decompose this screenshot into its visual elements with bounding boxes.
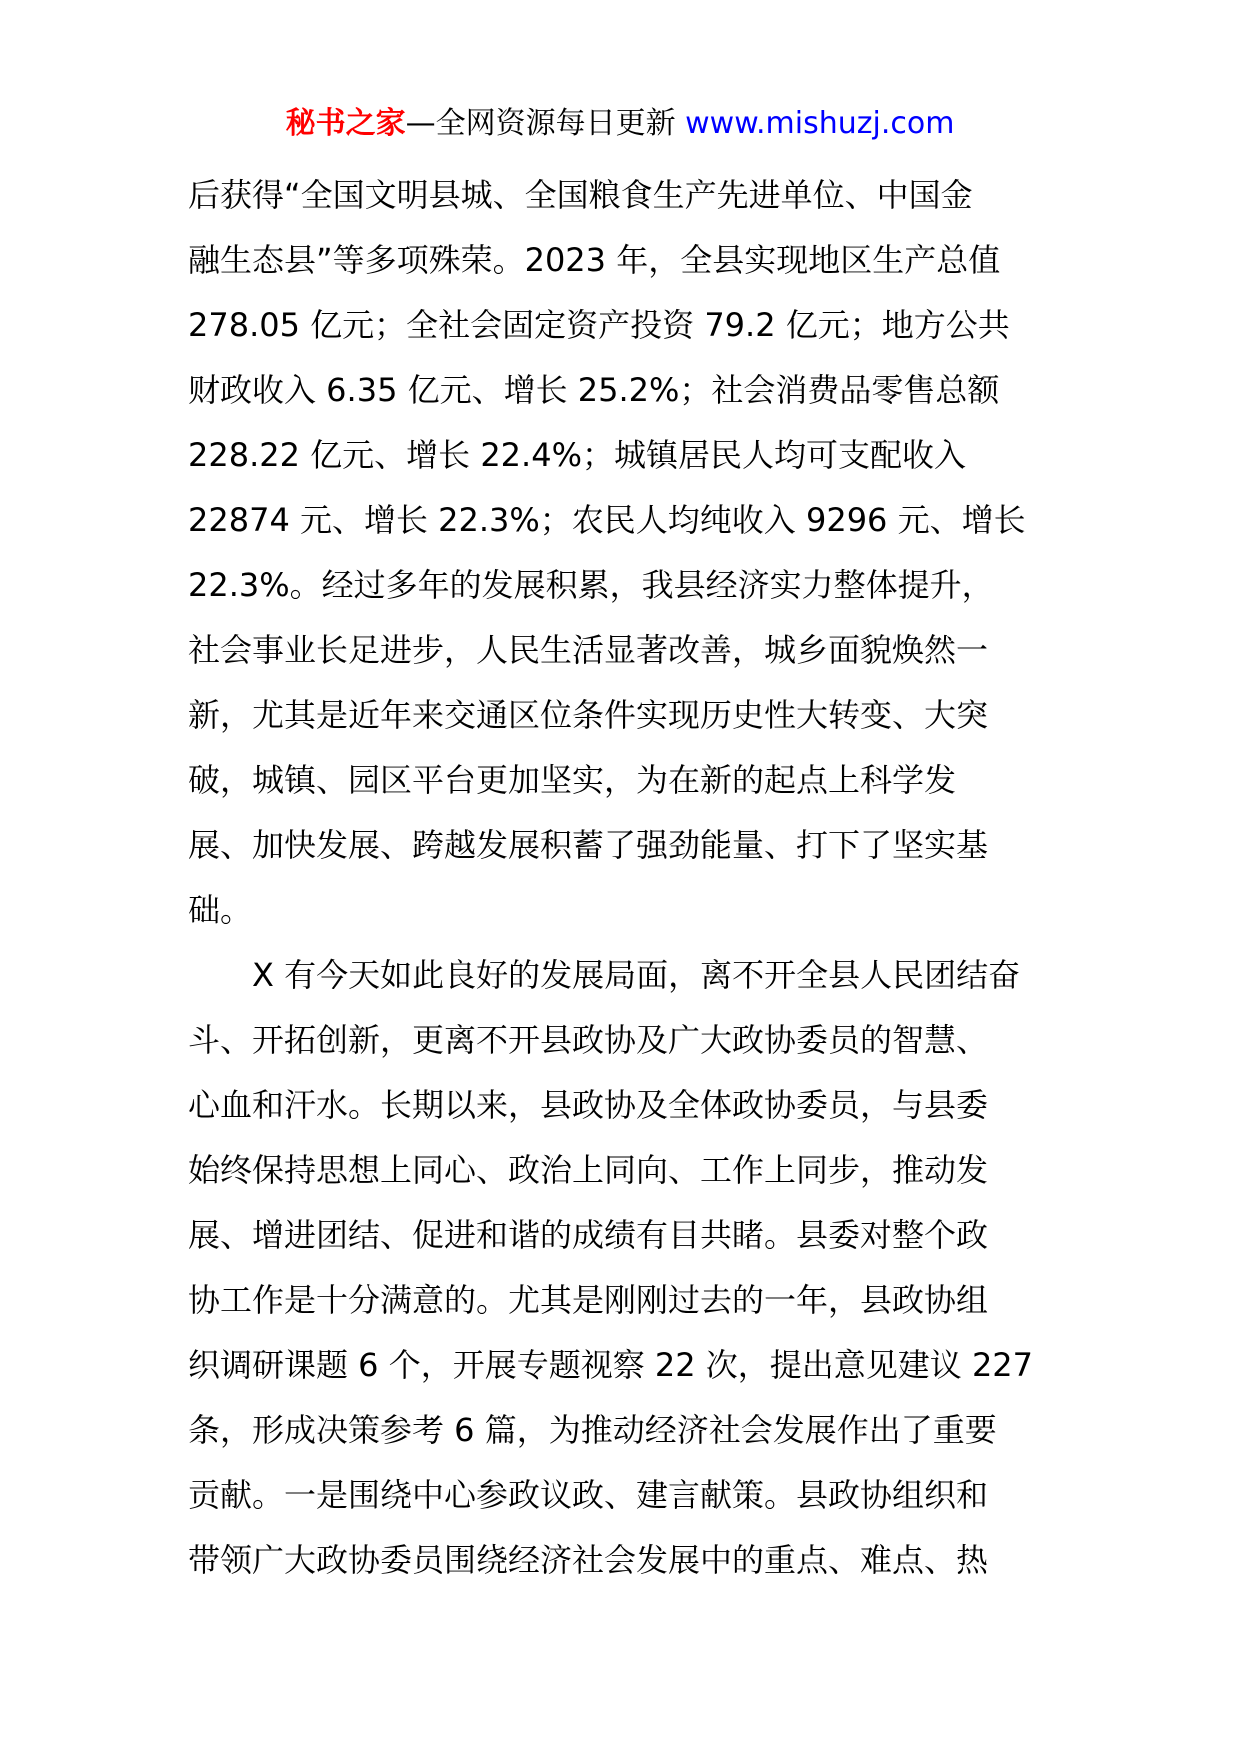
text-line: 22.3%。经过多年的发展积累，我县经济实力整体提升， xyxy=(188,566,994,604)
text-line: 后获得“全国文明县城、全国粮食生产先进单位、中国金 xyxy=(188,176,973,214)
text-line: 贡献。一是围绕中心参政议政、建言献策。县政协组织和 xyxy=(188,1476,989,1514)
text-line: 斗、开拓创新，更离不开县政协及广大政协委员的智慧、 xyxy=(188,1021,989,1059)
text-line: 新，尤其是近年来交通区位条件实现历史性大转变、大突 xyxy=(188,696,989,734)
text-line: 心血和汗水。长期以来，县政协及全体政协委员，与县委 xyxy=(188,1086,989,1124)
header-tagline: —全网资源每日更新 xyxy=(405,106,686,141)
site-url-link[interactable]: www.mishuzj.com xyxy=(685,106,955,141)
text-line: 展、增进团结、促进和谐的成绩有目共睹。县委对整个政 xyxy=(188,1216,989,1254)
text-line: X 有今天如此良好的发展局面，离不开全县人民团结奋 xyxy=(188,956,1021,994)
text-line: 协工作是十分满意的。尤其是刚刚过去的一年，县政协组 xyxy=(188,1281,989,1319)
text-line: 条，形成决策参考 6 篇，为推动经济社会发展作出了重要 xyxy=(188,1411,997,1449)
text-line: 228.22 亿元、增长 22.4%；城镇居民人均可支配收入 xyxy=(188,436,966,474)
text-line: 278.05 亿元；全社会固定资产投资 79.2 亿元；地方公共 xyxy=(188,306,1010,344)
body-text xyxy=(188,163,1056,1593)
text-line: 础。 xyxy=(188,891,253,929)
text-line: 财政收入 6.35 亿元、增长 25.2%；社会消费品零售总额 xyxy=(188,371,1000,409)
text-line: 带领广大政协委员围绕经济社会发展中的重点、难点、热 xyxy=(188,1541,989,1579)
text-line: 融生态县”等多项殊荣。2023 年，全县实现地区生产总值 xyxy=(188,241,1001,279)
brand-name: 秘书之家 xyxy=(285,106,406,141)
text-line: 织调研课题 6 个，开展专题视察 22 次，提出意见建议 227 xyxy=(188,1346,1034,1384)
text-line: 社会事业长足进步，人民生活显著改善，城乡面貌焕然一 xyxy=(188,631,989,669)
site-header xyxy=(0,103,1240,145)
text-line: 22874 元、增长 22.3%；农民人均纯收入 9296 元、增长 xyxy=(188,501,1026,539)
text-line: 展、加快发展、跨越发展积蓄了强劲能量、打下了坚实基 xyxy=(188,826,989,864)
text-line: 始终保持思想上同心、政治上同向、工作上同步，推动发 xyxy=(188,1151,989,1189)
text-line: 破，城镇、园区平台更加坚实，为在新的起点上科学发 xyxy=(188,761,957,799)
